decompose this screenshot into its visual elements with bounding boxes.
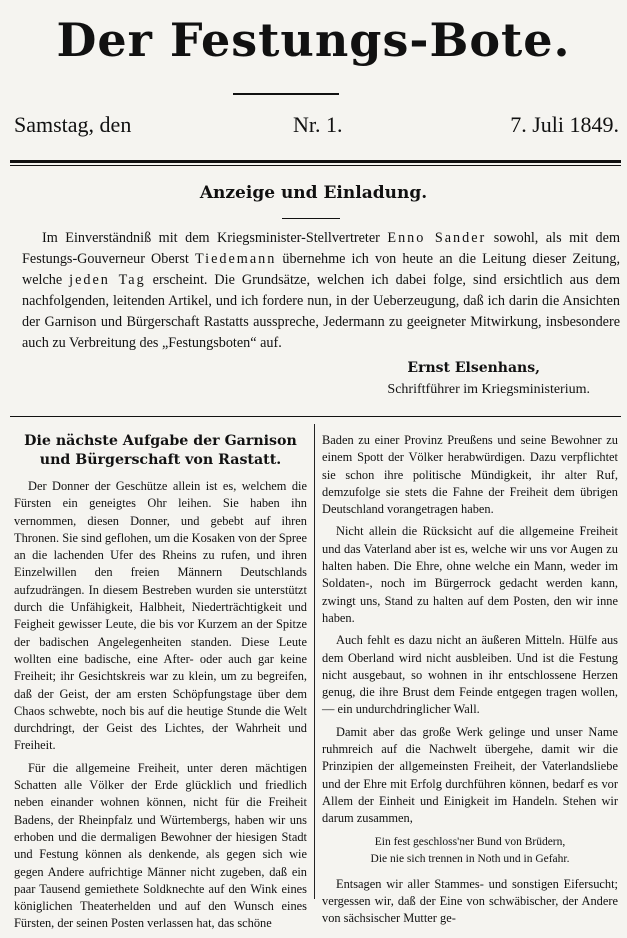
verse-line: Die nie sich trennen in Noth und in Gefahr. (370, 852, 570, 865)
announcement-title: Anzeige und Einladung. (199, 183, 428, 203)
ann-name-tiedemann: Tiedemann (194, 251, 277, 267)
article-right-column (322, 432, 618, 932)
verse (322, 834, 618, 868)
column-divider (314, 424, 315, 899)
article-paragraph: Entsagen wir aller Stammes- und sonstigen Eifersucht; vergessen wir, daß der Eine von schwäbischer, der Andere von sächsischer Mutter ge- (322, 876, 618, 926)
article-paragraph: Für die allgemeine Freiheit, unter deren mächtigen Schatten alle Völker der Erde glücklich und friedlich neben einander wohnen können, nicht für die Freiheit Badens, der Rheinpfalz und Würtembergs, haben wir uns erhoben und die dermaligen Bewohner der hiesigen Stadt und Festung können als denkende, als gegen sich wie gegen Andere aufrichtige Männer nicht zugeben, daß ein paar Tausend gemiethete Soldknechte auf den Wink eines königlichen Theaterhelden und auf den Wunsch eines Fürsten, der seinen Posten verlassen hat, das schöne (14, 760, 307, 931)
ann-text-1: Im Einverständniß mit dem Kriegsminister-Stellvertreter (42, 230, 380, 246)
article-paragraph: Baden zu einer Provinz Preußens und seine Bewohner zu einem Spott der Völker herabwürdigen. Dazu verpflichtet sie schon ihre politische Mündigkeit, ihr alter Ruf, demzufolge sie stets die Fahne der Freiheit dem übrigen Deutschland vorangetragen haben. (322, 433, 618, 517)
header-rule-thick (10, 160, 621, 163)
issue-day: Samstag, den (14, 112, 132, 137)
masthead-title: Der Festungs-Bote. (56, 13, 571, 67)
article-left-column (14, 432, 307, 938)
signature-name: Ernst Elsenhans, (407, 360, 540, 376)
header-rule-thin (10, 165, 621, 166)
issue-number: Nr. 1. (293, 112, 343, 137)
article-paragraph: Auch fehlt es dazu nicht an äußeren Mitteln. Hülfe aus dem Oberland wird nicht ausbleiben. Und ist die Festung nicht ausgebaut, so wohnen in ihr entschlossene Herzen genug, die ihre Brust dem Feinde entgegen tragen wollen, — ein undurchdringlicher Wall. (322, 633, 618, 717)
issue-date: 7. Juli 1849. (510, 112, 619, 137)
ann-emph-daily: jeden Tag (69, 272, 146, 288)
ann-name-sander: Enno Sander (387, 230, 487, 246)
article-paragraph: Damit aber das große Werk gelinge und unser Name ruhmreich auf die Nachwelt übergehe, damit wir die Prinzipien der allgemeinsten Freiheit, der Vaterlandsliebe und der Ehre mit Erfolg durchführen können, bedarf es vor Allem der Einheit und Einigkeit im Handeln. Stehen wir darum zusammen, (322, 724, 618, 826)
article-paragraph: Der Donner der Geschütze allein ist es, welchem die Fürsten ein geneigtes Ohr leihen. Sie haben ihn vernommen, diesen Donner, und gebebt auf ihren Thronen. Sie sind geflohen, um die Kosaken von der Spree an die lachenden Ufer des Rheins zu rufen, und ihren Einzelwillen den freien Männern Deutschlands aufzudrängen. In diesem Bestreben wurden sie unterstützt durch die Unfähigkeit, Halbheit, Niederträchtigkeit und Feigheit gewisser Leute, die bis vor Kurzem an der Spitze der badischen Angelegenheiten standen. Diese Leute wollten eine badische, eine After- oder auch gar keine Freiheit; ihr Gesichtskreis war zu klein, um zu begreifen, daß der Geist, der am ersten Schöpfungstage über dem Chaos schwebte, noch bis auf die heutige Stunde die Welt durchdringt, der Geist des Lichtes, der Wahrheit und Freiheit. (14, 479, 307, 753)
verse-line: Ein fest geschloss'ner Bund von Brüdern, (374, 835, 566, 848)
announcement-body (22, 228, 620, 354)
issue-line (14, 112, 619, 146)
masthead-rule (233, 93, 339, 95)
article-title: Die nächste Aufgabe der Garnison und Bürgerschaft von Rastatt. (24, 433, 297, 468)
ann-text-4: erscheint. Die Grundsätze, welchen ich dabei folge, sind ersichtlich aus dem nachfolgenden, leitenden Artikel, und ich fordere nun, in der Ueberzeugung, daß ich darin die Ansichten der Garnison und Bürgerschaft Rastatts ausspreche, Jedermann zu geeigneter Mitwirkung, insbesondere auch zu Verbreitung des „Festungsboten“ auf. (22, 272, 620, 351)
ann-text-3: übernehme ich von heute an die Leitung dieser Zeitung, welche (22, 251, 621, 288)
announcement-rule (282, 218, 340, 219)
section-rule (10, 416, 621, 417)
ann-text-2: sowohl, als mit dem Festungs-Gouverneur Oberst (22, 230, 620, 267)
signature-title: Schriftführer im Kriegsministerium. (387, 382, 590, 397)
article-paragraph: Nicht allein die Rücksicht auf die allgemeine Freiheit und das Vaterland aber ist es, welche wir uns vor Augen zu halten haben. Die Ehre, ohne welche ein Mann, weder im Soldaten-, noch im Bürgerrock gedacht werden kann, zwingt uns, Stand zu halten auf dem Posten, den wir inne haben. (322, 524, 618, 625)
